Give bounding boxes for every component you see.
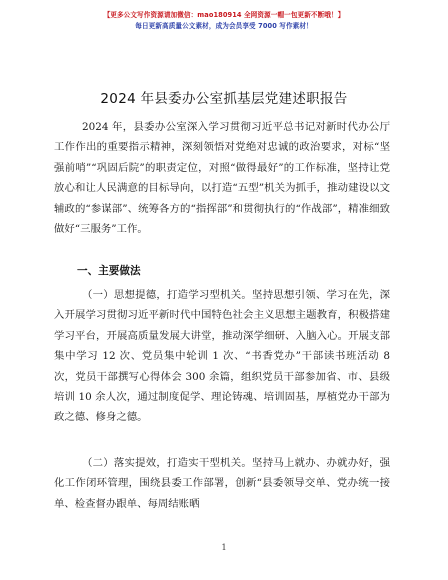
paragraph-practical-organ: （二）落实提效，打造实干型机关。坚持马上就办、办就办好，强化工作闭环管理，围绕县委工作部署，创新“县委领导交单、党办统一接单、检查督办跟单、每周结账晒 — [54, 457, 390, 510]
promo-banner-line-2: 每日更新高质量公文素材，成为会员享受 7000 写作素材！ — [135, 22, 313, 30]
section-heading: 一、主要做法 — [77, 265, 141, 277]
document-title: 2024 年县委办公室抓基层党建述职报告 — [100, 91, 348, 107]
intro-paragraph: 2024 年，县委办公室深入学习贯彻习近平总书记对新时代办公厅工作作出的重要指示精神，深刻领悟对党绝对忠诚的政治要求，对标“坚强前哨”“巩固后院”的职责定位，对照“做得最好”的工作标准，坚持让党放心和让人民满意的目标导向，以打造“五型”机关为抓手，推动建设以文辅政的“参谋部”、统筹各方的“指挥部”和贯彻执行的“作战部”，精准细致做好“三服务”工作。 — [54, 121, 390, 236]
promo-banner-line-1: 【更多公文写作资源请加微信：mao180914 全网资源一帽一包更新不断哦！】 — [103, 11, 345, 19]
page-number: 1 — [221, 543, 227, 552]
paragraph-study-organ: （一）思想提德，打造学习型机关。坚持思想引领、学习在先，深入开展学习贯彻习近平新时代中国特色社会主义思想主题教育，积极搭建学习平台，开展高质量发展大讲堂，推动深学细研、入脑入心。开展支部集中学习 12 次、党员集中轮训 1 次、“书香党办”干部读书班活动 8 次，党员干部撰写心得体会 300 余篇，组织党员干部参加省、市、县级培训 10 余人次，通过制度促学、理论铸魂、培训固基，厚植党办干部为政之德、修身之德。 — [54, 289, 390, 424]
